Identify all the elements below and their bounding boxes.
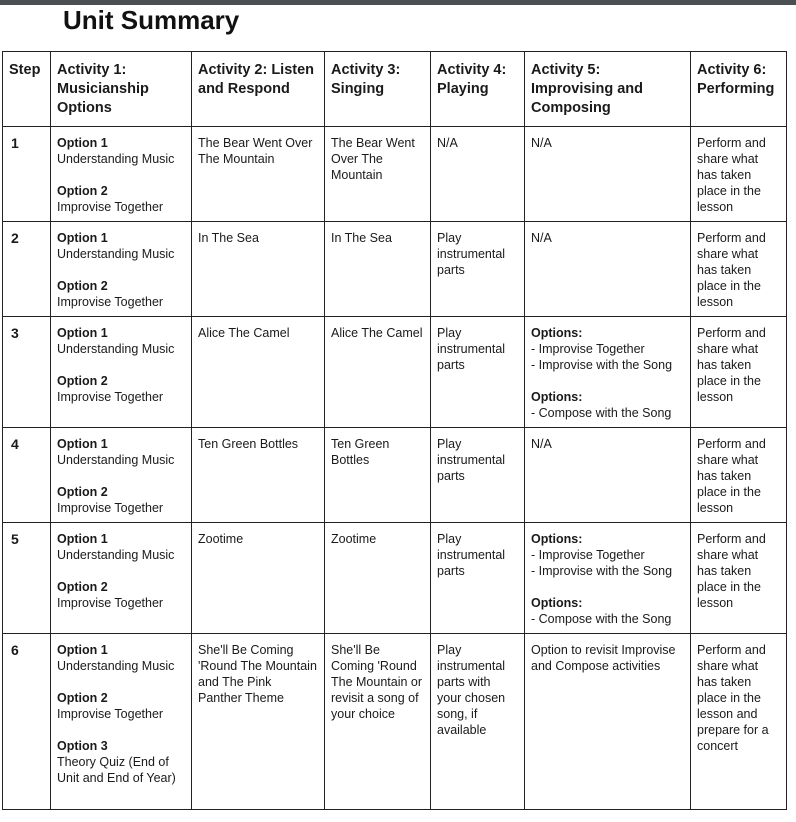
table-row <box>3 127 787 222</box>
musicianship-cell <box>51 634 192 810</box>
step-number: 6 <box>3 634 51 810</box>
step-number: 2 <box>3 222 51 317</box>
option-label: Option 2 <box>57 691 108 705</box>
table-row <box>3 317 787 428</box>
improvise-option: - Improvise Together <box>531 548 645 562</box>
table-row <box>3 428 787 523</box>
header-activity-3: Activity 3: Singing <box>325 52 431 127</box>
option-text: Improvise Together <box>57 501 164 515</box>
header-activity-1: Activity 1: Musicianship Options <box>51 52 192 127</box>
option-label: Option 2 <box>57 279 108 293</box>
musicianship-cell <box>51 428 192 523</box>
option-label: Option 1 <box>57 437 108 451</box>
performing-cell: Perform and share what has taken place in the lesson <box>691 317 787 428</box>
listen-cell: Zootime <box>192 523 325 634</box>
option-label: Option 1 <box>57 532 108 546</box>
option-text: Understanding Music <box>57 659 175 673</box>
listen-cell: The Bear Went Over The Mountain <box>192 127 325 222</box>
musicianship-cell <box>51 523 192 634</box>
option-text: Understanding Music <box>57 453 175 467</box>
option-label: Option 1 <box>57 326 108 340</box>
option-text: Improvise Together <box>57 200 164 214</box>
option-label: Option 1 <box>57 231 108 245</box>
playing-cell: Play instrumental parts <box>431 317 525 428</box>
step-number: 3 <box>3 317 51 428</box>
header-step: Step <box>3 52 51 127</box>
improvising-cell: N/A <box>525 222 691 317</box>
performing-cell: Perform and share what has taken place in the lesson <box>691 222 787 317</box>
option-text: Theory Quiz (End of Unit and End of Year) <box>57 755 176 785</box>
option-label: Option 2 <box>57 485 108 499</box>
compose-option: - Compose with the Song <box>531 406 672 420</box>
improvise-option: - Improvise with the Song <box>531 564 673 578</box>
option-text: Understanding Music <box>57 342 175 356</box>
improvising-cell: N/A <box>525 127 691 222</box>
option-label: Option 2 <box>57 580 108 594</box>
musicianship-cell <box>51 222 192 317</box>
options-label: Options: <box>531 326 583 340</box>
header-activity-4: Activity 4: Playing <box>431 52 525 127</box>
option-text: Improvise Together <box>57 596 164 610</box>
listen-cell: She'll Be Coming 'Round The Mountain and The Pink Panther Theme <box>192 634 325 810</box>
table-row <box>3 523 787 634</box>
singing-cell: Ten Green Bottles <box>325 428 431 523</box>
compose-option: - Compose with the Song <box>531 612 672 626</box>
header-activity-2: Activity 2: Listen and Respond <box>192 52 325 127</box>
musicianship-cell <box>51 127 192 222</box>
option-text: Understanding Music <box>57 247 175 261</box>
step-number: 1 <box>3 127 51 222</box>
header-activity-6: Activity 6: Performing <box>691 52 787 127</box>
singing-cell: Alice The Camel <box>325 317 431 428</box>
performing-cell: Perform and share what has taken place in the lesson <box>691 127 787 222</box>
unit-summary-table <box>2 51 787 810</box>
performing-cell: Perform and share what has taken place in the lesson <box>691 523 787 634</box>
musicianship-cell <box>51 317 192 428</box>
header-activity-5: Activity 5: Improvising and Composing <box>525 52 691 127</box>
singing-cell: Zootime <box>325 523 431 634</box>
option-text: Understanding Music <box>57 548 175 562</box>
table-row <box>3 222 787 317</box>
option-label: Option 1 <box>57 136 108 150</box>
improvising-cell <box>525 317 691 428</box>
listen-cell: Alice The Camel <box>192 317 325 428</box>
header-row <box>3 52 787 127</box>
table-row <box>3 634 787 810</box>
option-label: Option 1 <box>57 643 108 657</box>
improvising-cell: Option to revisit Improvise and Compose activities <box>525 634 691 810</box>
improvise-option: - Improvise with the Song <box>531 358 673 372</box>
singing-cell: The Bear Went Over The Mountain <box>325 127 431 222</box>
page-title: Unit Summary <box>63 5 240 35</box>
option-text: Improvise Together <box>57 707 164 721</box>
playing-cell: Play instrumental parts <box>431 428 525 523</box>
option-label: Option 2 <box>57 374 108 388</box>
option-text: Improvise Together <box>57 295 164 309</box>
options-label: Options: <box>531 532 583 546</box>
improvising-cell: N/A <box>525 428 691 523</box>
playing-cell: Play instrumental parts with your chosen song, if available <box>431 634 525 810</box>
singing-cell: In The Sea <box>325 222 431 317</box>
improvising-cell <box>525 523 691 634</box>
option-label: Option 2 <box>57 184 108 198</box>
options-label: Options: <box>531 596 583 610</box>
listen-cell: Ten Green Bottles <box>192 428 325 523</box>
options-label: Options: <box>531 390 583 404</box>
playing-cell: N/A <box>431 127 525 222</box>
improvise-option: - Improvise Together <box>531 342 645 356</box>
playing-cell: Play instrumental parts <box>431 222 525 317</box>
step-number: 5 <box>3 523 51 634</box>
option-text: Understanding Music <box>57 152 175 166</box>
option-label: Option 3 <box>57 739 108 753</box>
performing-cell: Perform and share what has taken place in the lesson <box>691 428 787 523</box>
singing-cell: She'll Be Coming 'Round The Mountain or revisit a song of your choice <box>325 634 431 810</box>
playing-cell: Play instrumental parts <box>431 523 525 634</box>
listen-cell: In The Sea <box>192 222 325 317</box>
option-text: Improvise Together <box>57 390 164 404</box>
step-number: 4 <box>3 428 51 523</box>
performing-cell: Perform and share what has taken place in the lesson and prepare for a concert <box>691 634 787 810</box>
